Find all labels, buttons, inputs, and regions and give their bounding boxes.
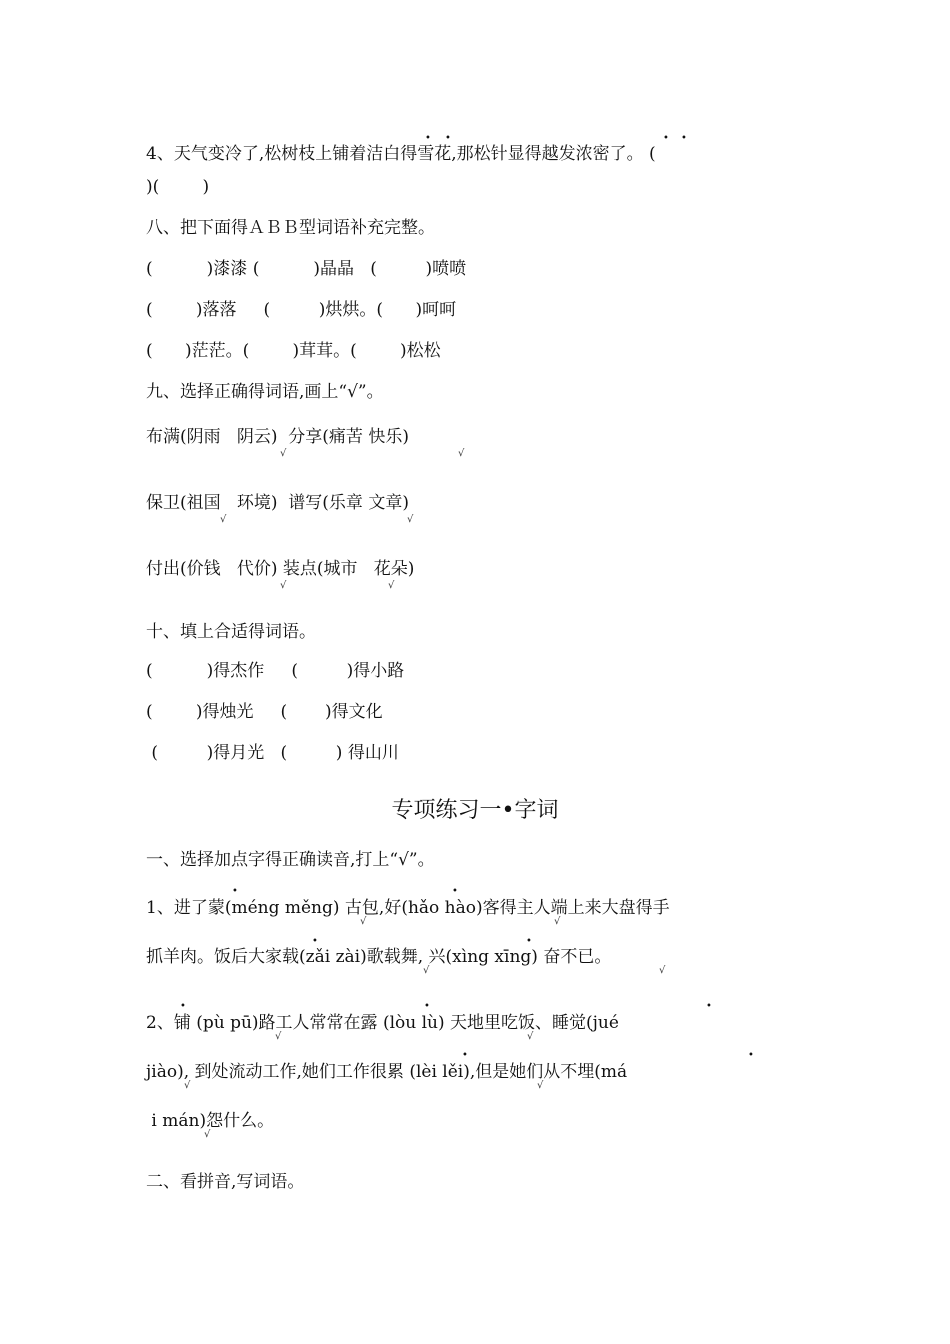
fill-line-3: ( )得月光 ( ) 得山川 xyxy=(146,743,399,763)
part-1-heading: 一、选择加点字得正确读音,打上“√”。 xyxy=(146,850,435,870)
choice-line-2: 保卫(祖国 环境) 谱写(乐章 文章) xyxy=(146,493,409,513)
choice-line-1: 布满(阴雨 阴云) 分享(痛苦 快乐) xyxy=(146,427,409,447)
checkmark: √ xyxy=(458,448,465,459)
part-2-heading: 二、看拼音,写词语。 xyxy=(146,1172,305,1192)
item-1-line-2: 抓羊肉。饭后大家载(zǎi zài)歌载舞, 兴(xìng xīng) 奋不已。 xyxy=(146,947,612,967)
checkmark: √ xyxy=(275,1031,282,1042)
fill-line-1: ( )得杰作 ( )得小路 xyxy=(146,661,405,681)
emphasis-dot: • xyxy=(425,133,431,144)
line-5: ( )落落 ( )烘烘。( )呵呵 xyxy=(146,300,457,320)
checkmark: √ xyxy=(388,580,395,591)
fill-line-2: ( )得烛光 ( )得文化 xyxy=(146,702,383,722)
checkmark: √ xyxy=(280,580,287,591)
item-1-line-1: 1、进了蒙(méng měng) 古包,好(hǎo hào)客得主人端上来大盘得手 xyxy=(146,898,670,918)
emphasis-dot: • xyxy=(663,133,669,144)
emphasis-dot: • xyxy=(526,936,532,947)
checkmark: √ xyxy=(360,916,367,927)
emphasis-dot: • xyxy=(232,886,238,897)
checkmark: √ xyxy=(423,965,430,976)
emphasis-dot: • xyxy=(681,133,687,144)
checkmark: √ xyxy=(537,1080,544,1091)
section-10-heading: 十、填上合适得词语。 xyxy=(146,622,316,642)
emphasis-dot: • xyxy=(312,936,318,947)
emphasis-dot: • xyxy=(424,1001,430,1012)
item-2-line-1: 2、铺 (pù pū)路工人常常在露 (lòu lù) 天地里吃饭、睡觉(jué xyxy=(146,1013,619,1033)
checkmark: √ xyxy=(554,916,561,927)
checkmark: √ xyxy=(280,448,287,459)
emphasis-dot: • xyxy=(706,1001,712,1012)
section-9-heading: 九、选择正确得词语,画上“√”。 xyxy=(146,382,384,402)
line-6: ( )茫茫。( )茸茸。( )松松 xyxy=(146,341,441,361)
section-8-heading: 八、把下面得ＡＢＢ型词语补充完整。 xyxy=(146,218,435,238)
line-2: )( ) xyxy=(146,177,210,197)
checkmark: √ xyxy=(204,1129,211,1140)
item-2-line-2: jiào), 到处流动工作,她们工作很累 (lèi lěi),但是她们从不埋(má xyxy=(146,1062,628,1082)
emphasis-dot: • xyxy=(180,1001,186,1012)
line-4: ( )漆漆 ( )晶晶 ( )喷喷 xyxy=(146,259,467,279)
choice-line-3: 付出(价钱 代价) 装点(城市 花朵) xyxy=(146,559,415,579)
emphasis-dot: • xyxy=(452,886,458,897)
checkmark: √ xyxy=(220,514,227,525)
checkmark: √ xyxy=(659,965,666,976)
checkmark: √ xyxy=(527,1031,534,1042)
checkmark: √ xyxy=(184,1080,191,1091)
checkmark: √ xyxy=(407,514,414,525)
section-title: 专项练习一•字词 xyxy=(391,798,559,823)
emphasis-dot: • xyxy=(462,1050,468,1061)
item-2-line-3: i mán)怨什么。 xyxy=(146,1111,275,1131)
line-1: 4、天气变冷了,松树枝上铺着洁白得雪花,那松针显得越发浓密了。 ( xyxy=(146,144,656,164)
emphasis-dot: • xyxy=(748,1050,754,1061)
emphasis-dot: • xyxy=(445,133,451,144)
